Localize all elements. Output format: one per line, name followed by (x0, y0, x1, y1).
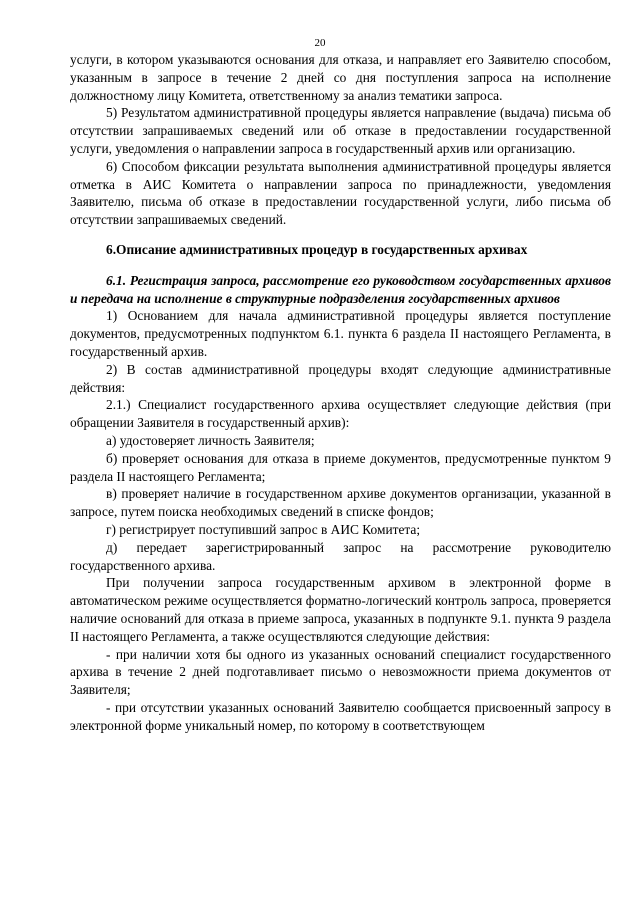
paragraph: При получении запроса государственным архивом в электронной форме в автоматическом режиме осуществляется форматно-логический контроль запроса, проверяется наличие оснований для отказа в приеме запроса, указанных в подпункте 9.1. пункта 9 раздела II настоящего Регламента, а также осуществляются следующие действия: (70, 575, 611, 644)
list-item: в) проверяет наличие в государственном архиве документов организации, указанной в запросе, путем поиска необходимых сведений в списке фондов; (70, 486, 611, 520)
paragraph: 2) В состав административной процедуры входят следующие административные действия: (70, 361, 611, 395)
paragraph: 2.1.) Специалист государственного архива осуществляет следующие действия (при обращении Заявителя в государственный архив): (70, 397, 611, 431)
list-item: г) регистрирует поступивший запрос в АИС Комитета; (106, 521, 421, 537)
list-item: д) передает зарегистрированный запрос на рассмотрение руководителю государственного архива. (70, 539, 611, 573)
section-heading: 6.Описание административных процедур в государственных архивах (106, 241, 528, 257)
paragraph: услуги, в котором указываются основания для отказа, и направляет его Заявителю способом, указанным в запросе в течение 2 дней со дня поступления запроса на исполнение должностному лицу Комитета, ответственному за анализ тематики запроса. (70, 52, 611, 103)
list-item: а) удостоверяет личность Заявителя; (106, 432, 315, 448)
paragraph: 5) Результатом административной процедуры является направление (выдача) письма об отсутствии запрашиваемых сведений или об отказе в предоставлении государственной услуги, уведомления о направлении запроса в государственный архив или организацию. (70, 105, 611, 156)
list-item: б) проверяет основания для отказа в приеме документов, предусмотренные пунктом 9 раздела II настоящего Регламента; (70, 450, 611, 484)
page-number: 20 (314, 37, 326, 49)
list-item: - при наличии хотя бы одного из указанных оснований специалист государственного архива в течение 2 дней подготавливает письмо о невозможности приема документов от Заявителя; (70, 646, 611, 698)
paragraph: 6) Способом фиксации результата выполнения административной процедуры является отметка в АИС Комитета о направлении запроса по принадлежности, уведомления Заявителю, письма об отказе в предоставлении государственной услуги, либо письма об отсутствии запрашиваемых сведений. (70, 158, 611, 228)
subsection-heading: 6.1. Регистрация запроса, рассмотрение его руководством государственных архивов и передача на исполнение в структурные подразделения государственных архивов (70, 272, 611, 306)
document-body (70, 51, 611, 734)
list-item: - при отсутствии указанных оснований Заявителю сообщается присвоенный запросу в электронной форме уникальный номер, по которому в соответствующем (70, 699, 611, 733)
paragraph: 1) Основанием для начала административной процедуры является поступление документов, предусмотренных подпунктом 6.1. пункта 6 раздела II настоящего Регламента, в государственный архив. (70, 308, 611, 359)
